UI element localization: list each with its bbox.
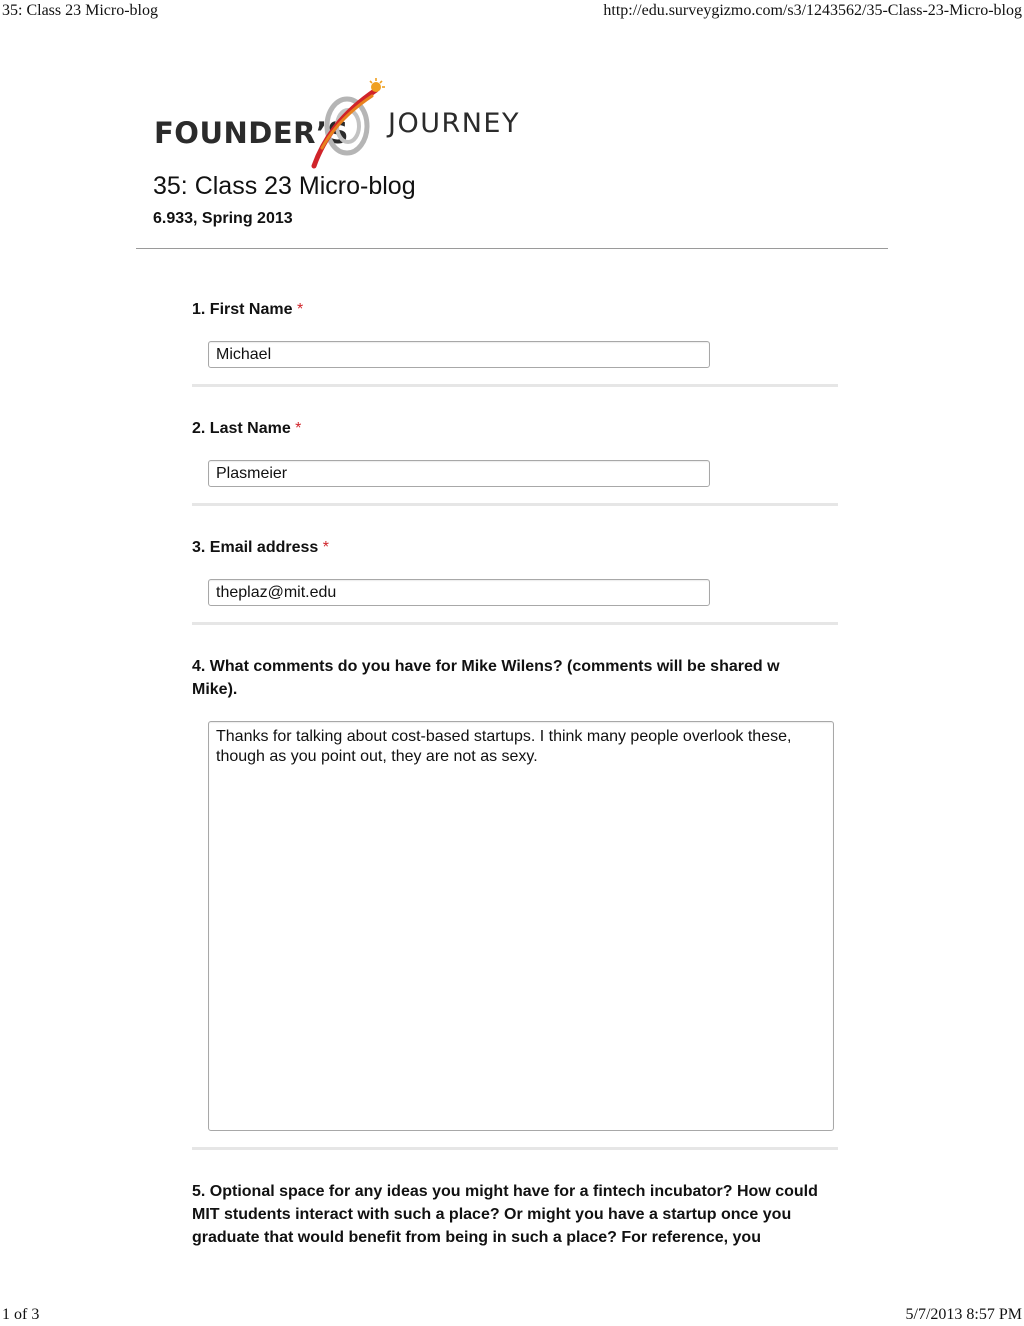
print-header — [0, 0, 1024, 22]
page-number: 1 of 3 — [2, 1306, 40, 1323]
question-divider — [192, 622, 838, 625]
question-first-name — [192, 298, 838, 321]
question-last-name — [192, 417, 838, 440]
question-label: 3. Email address * — [192, 539, 329, 556]
logo-word-journey: JOURNEY — [388, 108, 520, 139]
question-label: 1. First Name * — [192, 301, 304, 318]
print-header-title: 35: Class 23 Micro-blog — [2, 2, 158, 19]
question-divider — [192, 1147, 838, 1150]
print-footer — [0, 1304, 1024, 1326]
target-swoosh-icon — [302, 78, 392, 173]
survey-subtitle: 6.933, Spring 2013 — [153, 210, 293, 227]
founders-journey-logo — [152, 78, 522, 178]
question-fintech-ideas — [192, 1180, 842, 1249]
required-marker: * — [296, 301, 304, 318]
question-divider — [192, 384, 838, 387]
header-divider — [136, 248, 888, 249]
last-name-input[interactable]: Plasmeier — [208, 460, 710, 487]
email-input[interactable]: theplaz@mit.edu — [208, 579, 710, 606]
question-email — [192, 536, 838, 559]
logo-word-founders: FOUNDER’S — [154, 116, 349, 150]
question-divider — [192, 503, 838, 506]
question-label: 5. Optional space for any ideas you might have for a fintech incubator? How could MIT students interact with such a place? Or might you have a startup once you graduate that would benefit from being in such a place? For reference, you — [192, 1183, 818, 1246]
print-datetime: 5/7/2013 8:57 PM — [905, 1306, 1022, 1323]
question-label: 2. Last Name * — [192, 420, 302, 437]
print-header-url: http://edu.surveygizmo.com/s3/1243562/35-Class-23-Micro-blog — [603, 2, 1022, 19]
question-label: 4. What comments do you have for Mike Wilens? (comments will be shared w Mike). — [192, 658, 780, 698]
comments-textarea[interactable]: Thanks for talking about cost-based startups. I think many people overlook these, though as you point out, they are not as sexy. — [208, 721, 834, 1131]
first-name-input[interactable]: Michael — [208, 341, 710, 368]
survey-title: 35: Class 23 Micro-blog — [153, 172, 416, 200]
question-comments — [192, 655, 812, 701]
required-marker: * — [322, 539, 329, 556]
required-marker: * — [295, 420, 302, 437]
